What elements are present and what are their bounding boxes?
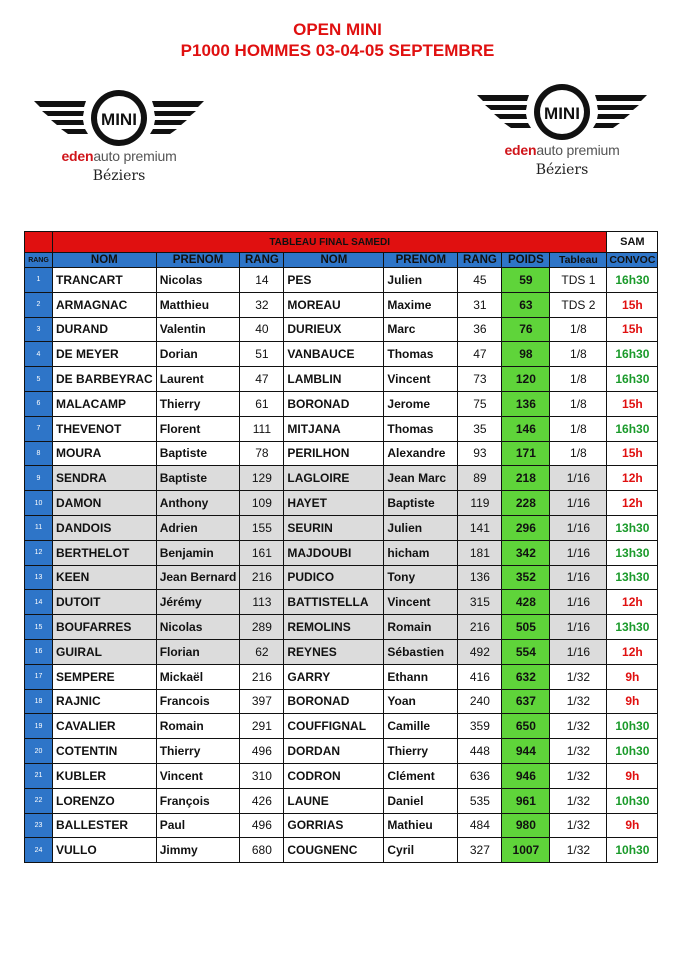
draw-cell: 1/8 (550, 441, 607, 466)
player1-rank: 47 (240, 367, 284, 392)
player1-rank: 397 (240, 689, 284, 714)
player1-firstname: Benjamin (156, 540, 240, 565)
brand-city: Béziers (535, 162, 589, 178)
table-row (25, 615, 658, 640)
draw-cell: 1/32 (550, 714, 607, 739)
convocation-cell: 10h30 (607, 739, 658, 764)
weight-cell: 946 (502, 763, 550, 788)
rank-cell: 23 (25, 813, 53, 838)
player2-name: MAJDOUBI (284, 540, 384, 565)
player2-rank: 448 (458, 739, 502, 764)
player2-firstname: Thomas (384, 342, 458, 367)
player1-name: RAJNIC (53, 689, 157, 714)
column-header: Tableau (550, 253, 607, 268)
player1-name: TRANCART (53, 268, 157, 293)
convocation-cell: 16h30 (607, 416, 658, 441)
rank-cell: 2 (25, 292, 53, 317)
weight-cell: 961 (502, 788, 550, 813)
player2-firstname: Vincent (384, 590, 458, 615)
player1-rank: 310 (240, 763, 284, 788)
mini-logo-left (34, 88, 204, 198)
convocation-cell: 13h30 (607, 515, 658, 540)
player2-name: MITJANA (284, 416, 384, 441)
column-header: NOM (53, 253, 157, 268)
final-draw-table (24, 231, 658, 863)
player2-firstname: Camille (384, 714, 458, 739)
rank-cell: 12 (25, 540, 53, 565)
player1-firstname: Dorian (156, 342, 240, 367)
table-row (25, 491, 658, 516)
player2-firstname: Jean Marc (384, 466, 458, 491)
player1-rank: 291 (240, 714, 284, 739)
header-final: TABLEAU FINAL SAMEDI (53, 232, 607, 253)
player2-rank: 636 (458, 763, 502, 788)
table-row (25, 317, 658, 342)
column-header: POIDS (502, 253, 550, 268)
convocation-cell: 15h (607, 441, 658, 466)
draw-cell: TDS 2 (550, 292, 607, 317)
draw-cell: 1/8 (550, 342, 607, 367)
player1-name: KUBLER (53, 763, 157, 788)
player1-rank: 216 (240, 565, 284, 590)
column-header: RANG (25, 253, 53, 268)
column-header: NOM (284, 253, 384, 268)
player2-name: PERILHON (284, 441, 384, 466)
draw-cell: 1/16 (550, 590, 607, 615)
player2-name: VANBAUCE (284, 342, 384, 367)
mini-wings-icon (477, 82, 647, 142)
weight-cell: 218 (502, 466, 550, 491)
player2-rank: 416 (458, 664, 502, 689)
player2-rank: 216 (458, 615, 502, 640)
player2-name: CODRON (284, 763, 384, 788)
weight-cell: 632 (502, 664, 550, 689)
player2-firstname: Maxime (384, 292, 458, 317)
draw-cell: 1/16 (550, 615, 607, 640)
player1-firstname: Jérémy (156, 590, 240, 615)
convocation-cell: 9h (607, 763, 658, 788)
weight-cell: 342 (502, 540, 550, 565)
player2-name: HAYET (284, 491, 384, 516)
player2-rank: 35 (458, 416, 502, 441)
player2-firstname: Marc (384, 317, 458, 342)
rank-cell: 13 (25, 565, 53, 590)
player1-name: SEMPERE (53, 664, 157, 689)
draw-cell: 1/16 (550, 639, 607, 664)
weight-cell: 63 (502, 292, 550, 317)
table-row (25, 391, 658, 416)
player2-rank: 36 (458, 317, 502, 342)
convocation-cell: 10h30 (607, 714, 658, 739)
player1-name: VULLO (53, 838, 157, 863)
player1-name: MOURA (53, 441, 157, 466)
player2-rank: 47 (458, 342, 502, 367)
player1-rank: 62 (240, 639, 284, 664)
rank-cell: 20 (25, 739, 53, 764)
player2-firstname: Cyril (384, 838, 458, 863)
table-row (25, 714, 658, 739)
convocation-cell: 9h (607, 689, 658, 714)
column-header: RANG (240, 253, 284, 268)
table-row (25, 838, 658, 863)
weight-cell: 980 (502, 813, 550, 838)
player2-rank: 31 (458, 292, 502, 317)
convocation-cell: 12h (607, 466, 658, 491)
svg-text:MINI: MINI (101, 110, 137, 129)
draw-cell: 1/8 (550, 317, 607, 342)
player2-name: SEURIN (284, 515, 384, 540)
player1-firstname: Paul (156, 813, 240, 838)
convocation-cell: 9h (607, 813, 658, 838)
draw-cell: 1/32 (550, 739, 607, 764)
draw-cell: 1/16 (550, 466, 607, 491)
player2-rank: 73 (458, 367, 502, 392)
player1-name: CAVALIER (53, 714, 157, 739)
player2-name: GORRIAS (284, 813, 384, 838)
player1-firstname: Baptiste (156, 466, 240, 491)
convocation-cell: 16h30 (607, 268, 658, 293)
player1-firstname: François (156, 788, 240, 813)
convocation-cell: 16h30 (607, 367, 658, 392)
player2-firstname: Daniel (384, 788, 458, 813)
player1-name: DE BARBEYRAC (53, 367, 157, 392)
table-row (25, 268, 658, 293)
player1-firstname: Thierry (156, 739, 240, 764)
player2-rank: 136 (458, 565, 502, 590)
weight-cell: 944 (502, 739, 550, 764)
weight-cell: 136 (502, 391, 550, 416)
weight-cell: 1007 (502, 838, 550, 863)
player1-name: DE MEYER (53, 342, 157, 367)
player1-rank: 14 (240, 268, 284, 293)
svg-text:MINI: MINI (544, 104, 580, 123)
draw-cell: 1/32 (550, 689, 607, 714)
player1-firstname: Baptiste (156, 441, 240, 466)
player2-rank: 181 (458, 540, 502, 565)
convocation-cell: 12h (607, 491, 658, 516)
weight-cell: 228 (502, 491, 550, 516)
mini-logo-right (477, 82, 647, 192)
table-row (25, 441, 658, 466)
player2-firstname: Romain (384, 615, 458, 640)
convocation-cell: 15h (607, 292, 658, 317)
player2-rank: 45 (458, 268, 502, 293)
player1-firstname: Francois (156, 689, 240, 714)
player2-rank: 327 (458, 838, 502, 863)
weight-cell: 505 (502, 615, 550, 640)
convocation-cell: 10h30 (607, 838, 658, 863)
table-row (25, 466, 658, 491)
convocation-cell: 12h (607, 639, 658, 664)
player1-rank: 32 (240, 292, 284, 317)
player1-rank: 216 (240, 664, 284, 689)
draw-cell: 1/8 (550, 391, 607, 416)
weight-cell: 296 (502, 515, 550, 540)
player1-name: DURAND (53, 317, 157, 342)
weight-cell: 428 (502, 590, 550, 615)
player2-name: REYNES (284, 639, 384, 664)
player1-firstname: Nicolas (156, 268, 240, 293)
player2-firstname: Yoan (384, 689, 458, 714)
player2-rank: 240 (458, 689, 502, 714)
player2-firstname: Mathieu (384, 813, 458, 838)
table-row (25, 664, 658, 689)
header-sam: SAM (607, 232, 658, 253)
table-row (25, 763, 658, 788)
weight-cell: 171 (502, 441, 550, 466)
table-row (25, 689, 658, 714)
player2-firstname: Thomas (384, 416, 458, 441)
draw-cell: 1/16 (550, 565, 607, 590)
draw-cell: 1/32 (550, 813, 607, 838)
player1-firstname: Mickaël (156, 664, 240, 689)
player1-rank: 61 (240, 391, 284, 416)
player1-firstname: Romain (156, 714, 240, 739)
player1-name: DAMON (53, 491, 157, 516)
player1-firstname: Florian (156, 639, 240, 664)
rank-cell: 18 (25, 689, 53, 714)
player1-rank: 155 (240, 515, 284, 540)
player1-name: BERTHELOT (53, 540, 157, 565)
table-row (25, 590, 658, 615)
draw-cell: 1/32 (550, 838, 607, 863)
header-corner (25, 232, 53, 253)
column-header: RANG (458, 253, 502, 268)
player2-name: BORONAD (284, 391, 384, 416)
table-row (25, 292, 658, 317)
weight-cell: 637 (502, 689, 550, 714)
title-line-2: P1000 HOMMES 03-04-05 SEPTEMBRE (180, 41, 495, 60)
draw-cell: 1/32 (550, 788, 607, 813)
player2-rank: 535 (458, 788, 502, 813)
convocation-cell: 10h30 (607, 788, 658, 813)
column-header: PRENOM (156, 253, 240, 268)
player2-name: LAGLOIRE (284, 466, 384, 491)
player2-name: PES (284, 268, 384, 293)
rank-cell: 22 (25, 788, 53, 813)
player2-firstname: Baptiste (384, 491, 458, 516)
player2-firstname: hicham (384, 540, 458, 565)
convocation-cell: 13h30 (607, 540, 658, 565)
player1-rank: 680 (240, 838, 284, 863)
player2-firstname: Clément (384, 763, 458, 788)
draw-cell: 1/16 (550, 491, 607, 516)
rank-cell: 6 (25, 391, 53, 416)
weight-cell: 76 (502, 317, 550, 342)
column-header: PRENOM (384, 253, 458, 268)
convocation-cell: 13h30 (607, 565, 658, 590)
player1-rank: 113 (240, 590, 284, 615)
player1-firstname: Adrien (156, 515, 240, 540)
rank-cell: 9 (25, 466, 53, 491)
table-row (25, 515, 658, 540)
table-row (25, 813, 658, 838)
player2-firstname: Julien (384, 268, 458, 293)
player1-name: LORENZO (53, 788, 157, 813)
player1-rank: 496 (240, 813, 284, 838)
rank-cell: 15 (25, 615, 53, 640)
rank-cell: 3 (25, 317, 53, 342)
player1-name: KEEN (53, 565, 157, 590)
player1-firstname: Laurent (156, 367, 240, 392)
player2-name: COUGNENC (284, 838, 384, 863)
player1-name: THEVENOT (53, 416, 157, 441)
table-row (25, 367, 658, 392)
convocation-cell: 15h (607, 317, 658, 342)
player2-name: DURIEUX (284, 317, 384, 342)
player2-name: BORONAD (284, 689, 384, 714)
rank-cell: 11 (25, 515, 53, 540)
table-row (25, 565, 658, 590)
player1-rank: 426 (240, 788, 284, 813)
player1-firstname: Nicolas (156, 615, 240, 640)
draw-cell: TDS 1 (550, 268, 607, 293)
player2-firstname: Ethann (384, 664, 458, 689)
draw-cell: 1/8 (550, 416, 607, 441)
player2-rank: 315 (458, 590, 502, 615)
player2-rank: 492 (458, 639, 502, 664)
table-row (25, 788, 658, 813)
weight-cell: 650 (502, 714, 550, 739)
player2-name: MOREAU (284, 292, 384, 317)
player1-firstname: Florent (156, 416, 240, 441)
player1-firstname: Valentin (156, 317, 240, 342)
player2-name: LAMBLIN (284, 367, 384, 392)
weight-cell: 98 (502, 342, 550, 367)
player1-name: DANDOIS (53, 515, 157, 540)
rank-cell: 5 (25, 367, 53, 392)
rank-cell: 24 (25, 838, 53, 863)
player1-firstname: Jimmy (156, 838, 240, 863)
draw-cell: 1/8 (550, 367, 607, 392)
title-line-1: OPEN MINI (293, 20, 382, 39)
player1-name: GUIRAL (53, 639, 157, 664)
player1-firstname: Vincent (156, 763, 240, 788)
table-row (25, 739, 658, 764)
player2-rank: 93 (458, 441, 502, 466)
player1-rank: 129 (240, 466, 284, 491)
player2-rank: 119 (458, 491, 502, 516)
player2-firstname: Tony (384, 565, 458, 590)
player1-name: MALACAMP (53, 391, 157, 416)
rank-cell: 10 (25, 491, 53, 516)
player2-rank: 141 (458, 515, 502, 540)
player1-rank: 289 (240, 615, 284, 640)
convocation-cell: 12h (607, 590, 658, 615)
rank-cell: 16 (25, 639, 53, 664)
player1-firstname: Matthieu (156, 292, 240, 317)
player2-rank: 75 (458, 391, 502, 416)
convocation-cell: 16h30 (607, 342, 658, 367)
player1-rank: 78 (240, 441, 284, 466)
player1-name: COTENTIN (53, 739, 157, 764)
mini-wings-icon (34, 88, 204, 148)
player1-rank: 51 (240, 342, 284, 367)
player2-name: DORDAN (284, 739, 384, 764)
convocation-cell: 13h30 (607, 615, 658, 640)
player2-name: COUFFIGNAL (284, 714, 384, 739)
draw-cell: 1/32 (550, 763, 607, 788)
player1-rank: 111 (240, 416, 284, 441)
brand-name: edenauto premium (504, 142, 620, 158)
weight-cell: 120 (502, 367, 550, 392)
player1-name: BOUFARRES (53, 615, 157, 640)
rank-cell: 8 (25, 441, 53, 466)
player1-name: DUTOIT (53, 590, 157, 615)
rank-cell: 7 (25, 416, 53, 441)
table-row (25, 416, 658, 441)
weight-cell: 554 (502, 639, 550, 664)
player2-rank: 89 (458, 466, 502, 491)
player1-firstname: Anthony (156, 491, 240, 516)
player1-rank: 109 (240, 491, 284, 516)
draw-cell: 1/32 (550, 664, 607, 689)
player2-firstname: Jerome (384, 391, 458, 416)
player2-name: LAUNE (284, 788, 384, 813)
player1-rank: 40 (240, 317, 284, 342)
rank-cell: 19 (25, 714, 53, 739)
player2-firstname: Vincent (384, 367, 458, 392)
player1-name: SENDRA (53, 466, 157, 491)
player2-firstname: Thierry (384, 739, 458, 764)
player2-name: REMOLINS (284, 615, 384, 640)
rank-cell: 4 (25, 342, 53, 367)
table-row (25, 639, 658, 664)
player1-rank: 496 (240, 739, 284, 764)
table-row (25, 540, 658, 565)
rank-cell: 17 (25, 664, 53, 689)
rank-cell: 14 (25, 590, 53, 615)
draw-cell: 1/16 (550, 540, 607, 565)
player2-firstname: Sébastien (384, 639, 458, 664)
rank-cell: 21 (25, 763, 53, 788)
convocation-cell: 9h (607, 664, 658, 689)
brand-city: Béziers (92, 168, 146, 184)
column-header: CONVOC (607, 253, 658, 268)
player1-name: ARMAGNAC (53, 292, 157, 317)
table-row (25, 342, 658, 367)
draw-cell: 1/16 (550, 515, 607, 540)
player2-rank: 359 (458, 714, 502, 739)
player2-rank: 484 (458, 813, 502, 838)
player2-name: GARRY (284, 664, 384, 689)
weight-cell: 59 (502, 268, 550, 293)
convocation-cell: 15h (607, 391, 658, 416)
player2-firstname: Julien (384, 515, 458, 540)
player1-rank: 161 (240, 540, 284, 565)
weight-cell: 146 (502, 416, 550, 441)
player2-name: PUDICO (284, 565, 384, 590)
player1-name: BALLESTER (53, 813, 157, 838)
player2-name: BATTISTELLA (284, 590, 384, 615)
player1-firstname: Jean Bernard (156, 565, 240, 590)
player1-firstname: Thierry (156, 391, 240, 416)
weight-cell: 352 (502, 565, 550, 590)
player2-firstname: Alexandre (384, 441, 458, 466)
brand-name: edenauto premium (61, 148, 177, 164)
rank-cell: 1 (25, 268, 53, 293)
